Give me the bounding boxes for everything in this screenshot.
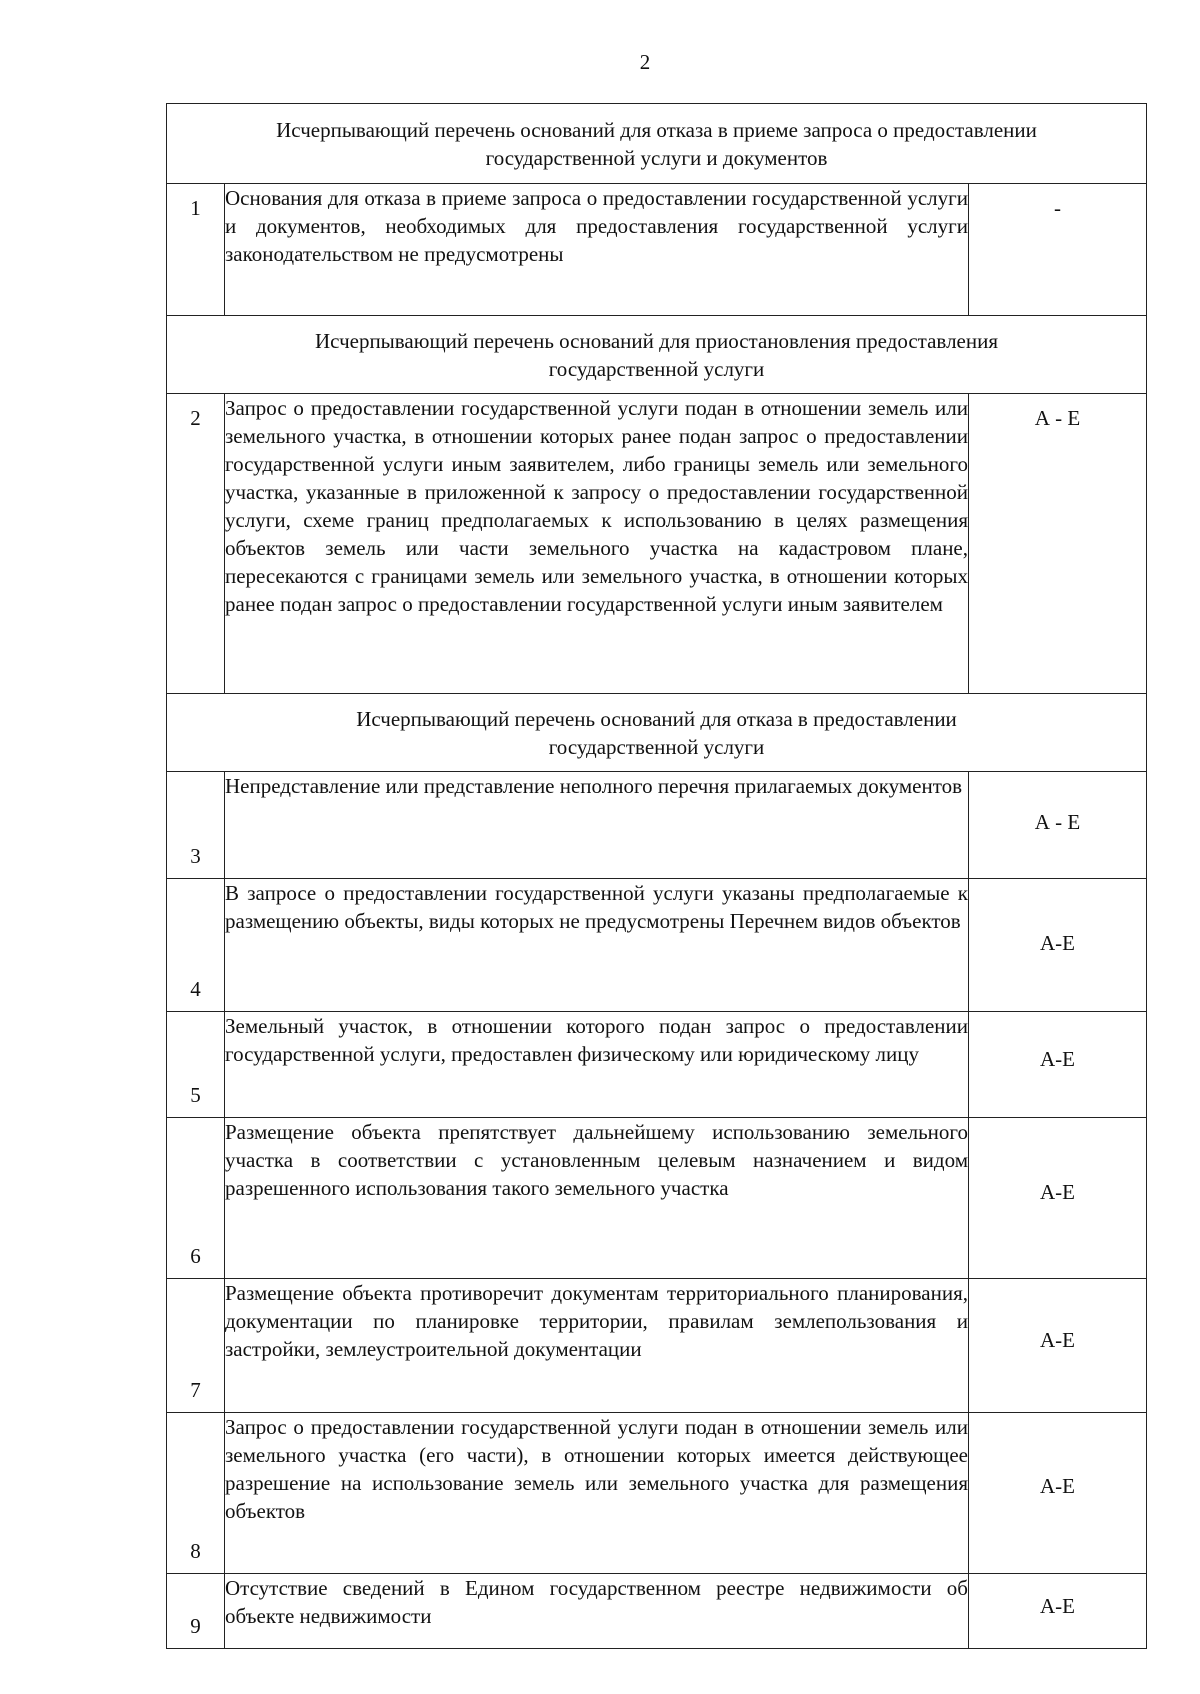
- row-number: 4: [167, 879, 225, 1012]
- row-text: Земельный участок, в отношении которого подан запрос о предоставлении государственной услуги, предоставлен физическому или юридическому лицу: [225, 1012, 969, 1118]
- row-number: 6: [167, 1118, 225, 1279]
- row-number: 2: [167, 394, 225, 694]
- row-code: А-Е: [969, 1574, 1147, 1649]
- row-code: А-Е: [969, 879, 1147, 1012]
- row-code: А - Е: [969, 772, 1147, 879]
- table-row: [167, 1279, 1147, 1413]
- row-text: Запрос о предоставлении государственной услуги подан в отношении земель или земельного участка, в отношении которых ранее подан запрос о предоставлении государственной услуги иным заявителем, либо границы земель или земельного участка, указанные в приложенной к запросу о предоставлении государственной услуги, схеме границ предполагаемых к использованию в целях размещения объектов земель или части земельного участка на кадастровом плане, пересекаются с границами земель или земельного участка, в отношении которых ранее подан запрос о предоставлении государственной услуги иным заявителем: [225, 394, 969, 694]
- row-number: 9: [167, 1574, 225, 1649]
- row-text: Непредставление или представление неполного перечня прилагаемых документов: [225, 772, 969, 879]
- row-code: А-Е: [969, 1413, 1147, 1574]
- table-row: [167, 1413, 1147, 1574]
- table-row: [167, 772, 1147, 879]
- section-header-row: [167, 694, 1147, 772]
- section-header-row: [167, 104, 1147, 184]
- section-title-line: Исчерпывающий перечень оснований для отказа в предоставлении: [356, 706, 957, 731]
- reasons-table: [166, 103, 1147, 1649]
- section-title-line: Исчерпывающий перечень оснований для отказа в приеме запроса о предоставлении: [276, 117, 1037, 142]
- row-text: В запросе о предоставлении государственной услуги указаны предполагаемые к размещению объекты, виды которых не предусмотрены Перечнем видов объектов: [225, 879, 969, 1012]
- table-row: [167, 879, 1147, 1012]
- row-text: Запрос о предоставлении государственной услуги подан в отношении земель или земельного участка (его части), в отношении которых имеется действующее разрешение на использование земель или земельного участка для размещения объектов: [225, 1413, 969, 1574]
- row-code: А - Е: [969, 394, 1147, 694]
- section-title-line: государственной услуги: [548, 356, 765, 381]
- row-code: А-Е: [969, 1012, 1147, 1118]
- section-title-line: Исчерпывающий перечень оснований для приостановления предоставления: [315, 328, 999, 353]
- table-row: [167, 394, 1147, 694]
- table-row: [167, 1012, 1147, 1118]
- row-text: Размещение объекта противоречит документам территориального планирования, документации по планировке территории, правилам землепользования и застройки, землеустроительной документации: [225, 1279, 969, 1413]
- row-code: А-Е: [969, 1118, 1147, 1279]
- row-text: Основания для отказа в приеме запроса о предоставлении государственной услуги и документов, необходимых для предоставления государственной услуги законодательством не предусмотрены: [225, 184, 969, 316]
- section-header-row: [167, 316, 1147, 394]
- section-title-service-refusal: [167, 694, 1147, 772]
- section-title-line: государственной услуги: [548, 734, 765, 759]
- table-row: [167, 1118, 1147, 1279]
- section-title-line: государственной услуги и документов: [485, 145, 828, 170]
- row-number: 3: [167, 772, 225, 879]
- page-number: 2: [639, 50, 651, 74]
- row-code: -: [969, 184, 1147, 316]
- table-row: [167, 184, 1147, 316]
- table-row: [167, 1574, 1147, 1649]
- row-number: 7: [167, 1279, 225, 1413]
- row-number: 1: [167, 184, 225, 316]
- row-number: 8: [167, 1413, 225, 1574]
- row-code: А-Е: [969, 1279, 1147, 1413]
- row-number: 5: [167, 1012, 225, 1118]
- section-title-suspension: [167, 316, 1147, 394]
- row-text: Отсутствие сведений в Едином государственном реестре недвижимости об объекте недвижимости: [225, 1574, 969, 1649]
- section-title-reception-refusal: [167, 104, 1147, 184]
- row-text: Размещение объекта препятствует дальнейшему использованию земельного участка в соответствии с установленным целевым назначением и видом разрешенного использования такого земельного участка: [225, 1118, 969, 1279]
